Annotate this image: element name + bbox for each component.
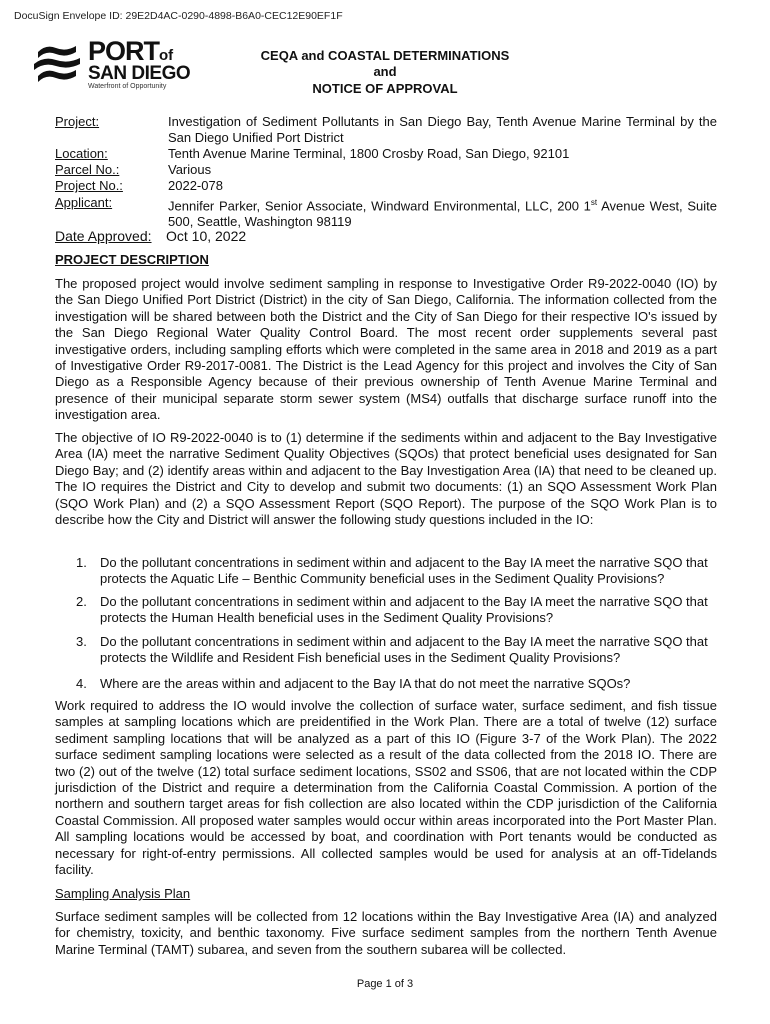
paragraph-3: Work required to address the IO would involve the collection of surface water, surface sediment, and fish tissue samples at sampling locations which are preidentified in the Work Plan. There are a total of twelve (12) surface sediment sampling locations that will be analyzed as a part of this IO (Figure 3-7 of the Work Plan). The 2022 surface sediment sampling locations were selected as a result of the data collected from the 2018 IO. There are two (2) out of the twelve (12) total surface sediment locations, SS02 and SS06, that are not located within the CDP jurisdiction of the District and require a determination from the California Coastal Commission. A portion of the northern and southern target areas for fish collection are also located within the CDP jurisdiction of the California Coastal Commission. All proposed water samples would occur within areas incorporated into the Port Master Plan. All sampling locations would be accessed by boat, and coordination with Port tenants would be conducted as necessary for right-of-entry permissions. All collected samples would be used for analysis at an off-Tidelands facility. <box>55 698 717 878</box>
question-text: Where are the areas within and adjacent to the Bay IA that do not meet the narrative SQOs? <box>100 676 631 691</box>
project-value: Investigation of Sediment Pollutants in San Diego Bay, Tenth Avenue Marine Terminal by the San Diego Unified Port District <box>168 114 717 145</box>
waves-icon <box>32 40 82 90</box>
paragraph-2: The objective of IO R9-2022-0040 is to (1) determine if the sediments within and adjacent to the Bay Investigative Area (IA) meet the narrative Sediment Quality Objectives (SQOs) that protect beneficial uses designated for San Diego Bay; and (2) identify areas within and adjacent to the Bay Investigation Area (IA) that need to be cleaned up. The IO requires the District and City to develop and submit two documents: (1) an SQO Assessment Work Plan (SQO Work Plan) and (2) a SQO Assessment Report (SQO Report). The purpose of the SQO Work Plan is to describe how the City and District will answer the following study questions included in the IO: <box>55 430 717 528</box>
parcel-label: Parcel No.: <box>55 162 120 177</box>
applicant-value: Jennifer Parker, Senior Associate, Windward Environmental, LLC, 200 1st Avenue West, Suite 500, Seattle, Washington 98119 <box>168 198 718 230</box>
question-number: 2. <box>76 594 87 609</box>
question-text: Do the pollutant concentrations in sediment within and adjacent to the Bay IA meet the narrative SQO that protects the Human Health beneficial uses in the Sediment Quality Provisions? <box>100 594 708 625</box>
document-title-line-1: CEQA and COASTAL DETERMINATIONS <box>260 48 510 63</box>
question-number: 3. <box>76 634 87 649</box>
document-title-line-3: NOTICE OF APPROVAL <box>312 81 458 96</box>
project-description-heading: PROJECT DESCRIPTION <box>55 252 209 267</box>
project-label: Project: <box>55 114 100 129</box>
location-label: Location: <box>55 146 108 161</box>
applicant-label: Applicant: <box>55 195 113 210</box>
logo-san-diego-text: SAN DIEGO <box>88 63 191 84</box>
docusign-envelope-id: DocuSign Envelope ID: 29E2D4AC-0290-4898-B6A0-CEC12E90EF1F <box>14 10 343 22</box>
paragraph-1: The proposed project would involve sediment sampling in response to Investigative Order R9-2022-0040 (IO) by the San Diego Unified Port District (District) in the city of San Diego, California. The information collected from the investigation will be shared between both the District and the City of San Diego for their respective IO's issued by the San Diego Regional Water Quality Control Board. The most recent order supplements several past investigative orders, including sampling efforts which were completed in the same area in 2018 and 2019 as a part of Investigative Order R9-2017-0081. The District is the Lead Agency for this project and involves the City of San Diego as a Responsible Agency because of their previous ownership of Tenth Avenue Marine Terminal and presence of their municipal separate storm sewer system (MS4) outfalls that discharge surface runoff into the investigation area. <box>55 276 717 423</box>
logo-port-text: PORTof <box>88 36 174 66</box>
project-number-value: 2022-078 <box>168 178 223 193</box>
date-approved-label: Date Approved: <box>55 228 152 244</box>
paragraph-4: Surface sediment samples will be collected from 12 locations within the Bay Investigative Area (IA) and analyzed for chemistry, toxicity, and benthic taxonomy. Five surface sediment samples from the northern Tenth Avenue Marine Terminal (TAMT) subarea, and seven from the southern subarea will be collected. <box>55 909 717 957</box>
date-approved-value: Oct 10, 2022 <box>166 228 247 244</box>
page-number: Page 1 of 3 <box>356 978 414 990</box>
question-text: Do the pollutant concentrations in sediment within and adjacent to the Bay IA meet the narrative SQO that protects the Wildlife and Resident Fish beneficial uses in the Sediment Quality Provisions? <box>100 634 708 665</box>
document-title-line-2: and <box>373 64 397 79</box>
question-text: Do the pollutant concentrations in sediment within and adjacent to the Bay IA meet the narrative SQO that protects the Aquatic Life – Benthic Community beneficial uses in the Sediment Quality Provisions? <box>100 555 708 586</box>
question-number: 4. <box>76 676 87 691</box>
port-logo <box>32 38 192 94</box>
sampling-analysis-plan-heading: Sampling Analysis Plan <box>55 886 191 901</box>
logo-tagline: Waterfront of Opportunity <box>88 83 167 90</box>
question-number: 1. <box>76 555 87 570</box>
parcel-value: Various <box>168 162 212 177</box>
location-value: Tenth Avenue Marine Terminal, 1800 Crosby Road, San Diego, 92101 <box>168 146 570 161</box>
project-number-label: Project No.: <box>55 178 123 193</box>
